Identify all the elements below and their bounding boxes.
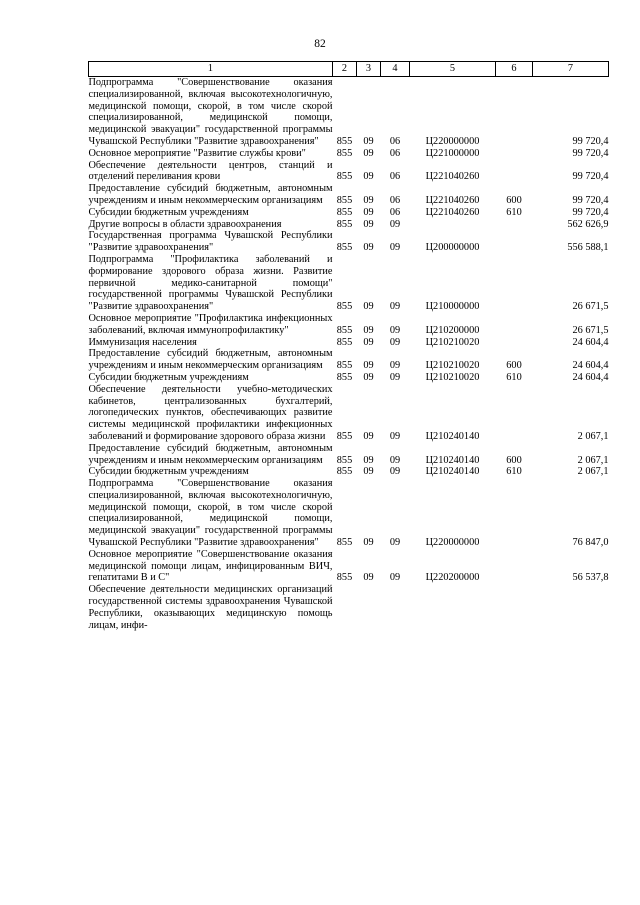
row-target-code: Ц221040260 [425,194,480,206]
row-subsection: 09 [389,572,401,584]
row-amount: 99 720,4 [572,194,609,206]
row-target-code: Ц221000000 [425,147,480,159]
col-header-4: 4 [381,62,410,77]
row-amount: 56 537,8 [572,572,609,584]
row-expense-type [496,254,533,313]
row-amount [533,584,609,631]
row-amount: 99 720,4 [572,135,609,147]
row-name: Другие вопросы в области здравоохранения [88,218,282,230]
row-amount: 99 720,4 [572,171,609,183]
row-section: 09 [363,218,374,230]
row-amount: 99 720,4 [572,147,609,159]
row-ved-code [333,584,357,631]
table-row [89,466,609,478]
row-section: 09 [363,135,374,147]
row-target-code: Ц220000000 [425,537,480,549]
row-name: Основное мероприятие "Совершенствование оказания медицинской помощи лицам, инфицированным ВИЧ, гепатитами В и С" [88,548,333,584]
row-amount: 2 067,1 [577,466,609,478]
row-section: 09 [363,171,374,183]
table-row [89,337,609,349]
row-ved-code: 855 [336,135,353,147]
table-row [89,549,609,584]
row-subsection: 09 [389,371,401,383]
row-section: 09 [363,336,374,348]
row-name: Подпрограмма "Совершенствование оказания специализированной, включая высокотехнологичную, медицинской помощи, скорой, в том числе скорой специализированной, медицинской помощи, медицинской эвакуации" государственной программы Чувашской Республики "Развитие здравоохранения" [88,478,333,549]
row-amount: 26 671,5 [572,301,609,313]
row-subsection: 06 [389,194,401,206]
row-expense-type [496,384,533,443]
row-amount: 24 604,4 [572,336,609,348]
table-row [89,584,609,631]
table-row [89,207,609,219]
row-section: 09 [363,242,374,254]
row-expense-type: 600 [506,360,522,372]
table-row [89,254,609,313]
row-section: 09 [363,324,374,336]
row-target-code [410,584,496,631]
row-section: 09 [363,572,374,584]
table-row [89,384,609,443]
row-amount: 26 671,5 [572,324,609,336]
row-subsection: 09 [389,301,401,313]
row-target-code: Ц210240140 [425,466,480,478]
row-subsection: 09 [389,218,401,230]
row-name: Государственная программа Чувашской Республики "Развитие здравоохранения" [88,230,333,254]
row-section: 09 [363,301,374,313]
col-header-6: 6 [496,62,533,77]
row-name: Основное мероприятие "Профилактика инфекционных заболеваний, включая иммунопрофилактику" [88,312,333,336]
table-row [89,148,609,160]
table-row [89,443,609,467]
row-subsection: 09 [389,430,401,442]
col-header-7: 7 [533,62,609,77]
row-ved-code: 855 [336,242,353,254]
row-name: Подпрограмма "Совершенствование оказания специализированной, включая высокотехнологичную, медицинской помощи, скорой, в том числе скорой специализированной, медицинской помощи, медицинской эвакуации" государственной программы Чувашской Республики "Развитие здравоохранения" [88,77,333,147]
col-header-2: 2 [333,62,357,77]
row-section: 09 [363,360,374,372]
col-header-5: 5 [410,62,496,77]
row-ved-code: 855 [336,218,353,230]
row-ved-code: 855 [336,194,353,206]
row-subsection: 09 [389,336,401,348]
row-section: 09 [363,206,374,218]
row-target-code: Ц210210020 [425,371,480,383]
row-amount: 562 626,9 [567,218,609,230]
row-subsection: 09 [389,360,401,372]
table-row [89,77,609,148]
row-target-code: Ц210210020 [425,336,480,348]
row-ved-code: 855 [336,572,353,584]
row-target-code [410,219,496,231]
table-body [89,77,609,632]
row-ved-code: 855 [336,537,353,549]
row-expense-type [496,313,533,337]
row-target-code: Ц221040260 [425,171,480,183]
row-amount: 2 067,1 [577,454,609,466]
row-target-code: Ц220000000 [425,135,480,147]
row-target-code: Ц221040260 [425,206,480,218]
row-name: Подпрограмма "Профилактика заболеваний и формирование здорового образа жизни. Развитие первичной медико-санитарной помощи" государственной программы Чувашской Республики "Развитие здравоохранения" [88,253,333,313]
row-expense-type [496,219,533,231]
row-subsection: 09 [389,454,401,466]
page-number: 82 [314,38,326,50]
row-name: Субсидии бюджетным учреждениям [88,371,249,383]
row-ved-code: 855 [336,466,353,478]
row-amount: 24 604,4 [572,371,609,383]
table-row [89,348,609,372]
row-target-code: Ц200000000 [425,242,480,254]
row-expense-type [496,337,533,349]
row-name: Предоставление субсидий бюджетным, автономным учреждениям и иным некоммерческим организациям [88,348,333,372]
row-subsection: 06 [389,206,401,218]
row-ved-code: 855 [336,360,353,372]
row-name: Обеспечение деятельности учебно-методических кабинетов, централизованных бухгалтерий, логопедических пунктов, обеспечивающих развитие системы медицинской профилактики инфекционных заболеваний и формирование здорового образа жизни [88,383,333,442]
table-row [89,478,609,549]
row-ved-code: 855 [336,206,353,218]
row-ved-code: 855 [336,430,353,442]
table-row [89,372,609,384]
row-ved-code: 855 [336,147,353,159]
row-target-code: Ц210000000 [425,301,480,313]
row-ved-code: 855 [336,336,353,348]
row-amount: 2 067,1 [577,430,609,442]
row-subsection: 09 [389,537,401,549]
table-row [89,230,609,254]
row-section: 09 [363,147,374,159]
row-section: 09 [363,430,374,442]
row-subsection: 06 [389,147,401,159]
row-ved-code: 855 [336,324,353,336]
row-name: Обеспечение деятельности центров, станций и отделений переливания крови [88,159,333,183]
row-expense-type: 600 [506,194,522,206]
row-amount: 556 588,1 [567,242,609,254]
col-header-3: 3 [357,62,381,77]
row-ved-code: 855 [336,371,353,383]
budget-table [88,61,609,631]
row-expense-type [496,549,533,584]
table-header-row [89,62,609,77]
row-subsection: 06 [389,135,401,147]
row-subsection: 09 [389,324,401,336]
row-name: Субсидии бюджетным учреждениям [88,206,249,218]
row-subsection: 09 [389,466,401,478]
table-row [89,160,609,184]
row-section: 09 [363,194,374,206]
row-amount: 24 604,4 [572,360,609,372]
table-row [89,219,609,231]
row-name: Иммунизация населения [88,336,197,348]
row-section: 09 [363,466,374,478]
row-section: 09 [363,537,374,549]
row-name: Обеспечение деятельности медицинских организаций государственной системы здравоохранения Чувашской Республики, оказывающих медицинскую помощь лицам, инфи- [88,584,333,631]
row-subsection: 06 [389,171,401,183]
row-expense-type [496,160,533,184]
row-expense-type: 600 [506,454,522,466]
row-target-code: Ц210240140 [425,454,480,466]
table-row [89,313,609,337]
row-expense-type: 610 [506,466,522,478]
row-subsection [381,584,410,631]
row-ved-code: 855 [336,454,353,466]
row-amount: 76 847,0 [572,537,609,549]
row-section: 09 [363,454,374,466]
row-target-code: Ц210240140 [425,430,480,442]
row-section: 09 [363,371,374,383]
row-ved-code: 855 [336,171,353,183]
row-expense-type [496,77,533,148]
row-section [357,584,381,631]
row-target-code: Ц210210020 [425,360,480,372]
table-row [89,183,609,207]
row-expense-type [496,230,533,254]
row-name: Предоставление субсидий бюджетным, автономным учреждениям и иным некоммерческим организациям [88,183,333,206]
row-expense-type [496,148,533,160]
row-name: Предоставление субсидий бюджетным, автономным учреждениям и иным некоммерческим организациям [88,442,333,466]
row-expense-type: 610 [506,206,522,218]
row-name: Субсидии бюджетным учреждениям [88,466,249,478]
row-subsection: 09 [389,242,401,254]
row-expense-type: 610 [506,371,522,383]
row-ved-code: 855 [336,301,353,313]
col-header-1: 1 [89,62,333,77]
row-expense-type [496,584,533,631]
row-name: Основное мероприятие "Развитие службы крови" [88,147,306,159]
row-target-code: Ц210200000 [425,324,480,336]
row-target-code: Ц220200000 [425,572,480,584]
row-expense-type [496,478,533,549]
row-amount: 99 720,4 [572,206,609,218]
